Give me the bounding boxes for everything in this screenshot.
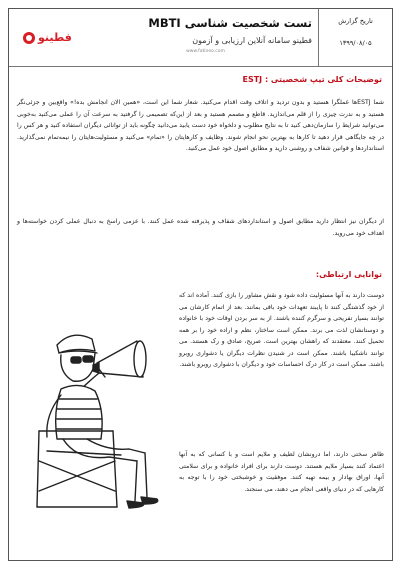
section-title-general: توضیحات کلی تیپ شخصیتی : ESTJ — [242, 75, 382, 84]
logo-icon — [23, 32, 35, 44]
date-label: تاریخ گزارش — [338, 17, 373, 25]
page-title: تست شخصیت شناسی MBTI — [148, 16, 312, 30]
title-block — [99, 15, 312, 54]
page-subtitle: فطینو سامانه آنلاین ارزیابی و آزمون — [192, 36, 312, 45]
report-header — [9, 9, 392, 67]
general-paragraph-2: از دیگران نیز انتظار دارید مطابق اصول و استانداردهای شفاف و پذیرفته شده عمل کنند. با عزمی راسخ به دنبال عملی کردن خواسته‌ها و اهداف خود می‌روید. — [17, 218, 384, 237]
date-box — [318, 9, 392, 66]
date-value: ۱۳۹۹/۰۸/۰۵ — [339, 39, 372, 47]
brand-logo — [23, 31, 72, 44]
logo-text: فطینو — [38, 31, 72, 44]
general-paragraph-1: شما ESTJها عملگرا هستید و بدون تردید و اتلاف وقت اقدام می‌کنید. شعار شما این است، «همین الان انجامش بده!» واقع‌بین و جزئی‌نگر هستید و به ندرت چیزی را از قلم می‌اندازید. قاطع و مصمم هستید و بعد از این‌که تصمیمی را گرفتید به سرعت آن را عملی می‌کنید به‌خوبی می‌توانید شرایط را سازمان‌دهی کنید تا به نتایج مطلوب و دلخواه خود دست یابید می‌دانید چگونه باید از توانائی دیگران استفاده کنید و هر کس را در چه جایگاهی قرار دهید تا کارها به بهترین نحو انجام شوند. وظایف و کارهایتان را «تمام» می‌کنید و مسئولیت‌هایتان را نیمه‌تمام نمی‌گذارید. استانداردها و قوانین شفاف و روشنی دارید و مطابق اصول خود عمل می‌کنید. — [17, 99, 384, 153]
director-with-megaphone-icon — [17, 311, 167, 521]
report-page — [8, 8, 393, 561]
section-title-communication: توانایی ارتباطی: — [315, 270, 382, 279]
communication-paragraph-2: ظاهر سختی دارند، اما درونشان لطیف و ملایم است و با کسانی که به آنها اعتماد کنند بسیار ملایم هستند. دوست دارند برای افراد خانواده و برای سلامتی آنها، اوراق بهادار و بیمه تهیه کنند. موفقیت و خوشبختی خود را با توجه به کارهایی که در دنیای واقعی انجام می دهند، می سنجند. — [179, 451, 384, 493]
communication-paragraph-1: دوست دارند به آنها مسئولیت داده شود و نقش مشاور را بازی کنند. آماده اند که از خود گذشتگی کنند تا پایبند تعهدات خود باقی بمانند. بعد از اتمام کارشان می توانند بسیار تفریحی و سرگرم کننده باشند. از به سر بردن اوقات خود با خانواده و دوستانشان لذت می برند. ممکن است ساختار، نظم و اراده خود را بر همه تحمیل کنند. معتقدند که راهشان بهترین است. صریح، صادق و رک هستند. می توانند ناشکیبا باشند. ممکن است در شنیدن نظرات دیگران یا دشواری روبرو باشند. ممکن است در کار درک احساسات خود و دیگران با دشواری روبرو باشند. — [179, 292, 384, 368]
website-url: www.fatineo.com — [186, 49, 225, 54]
